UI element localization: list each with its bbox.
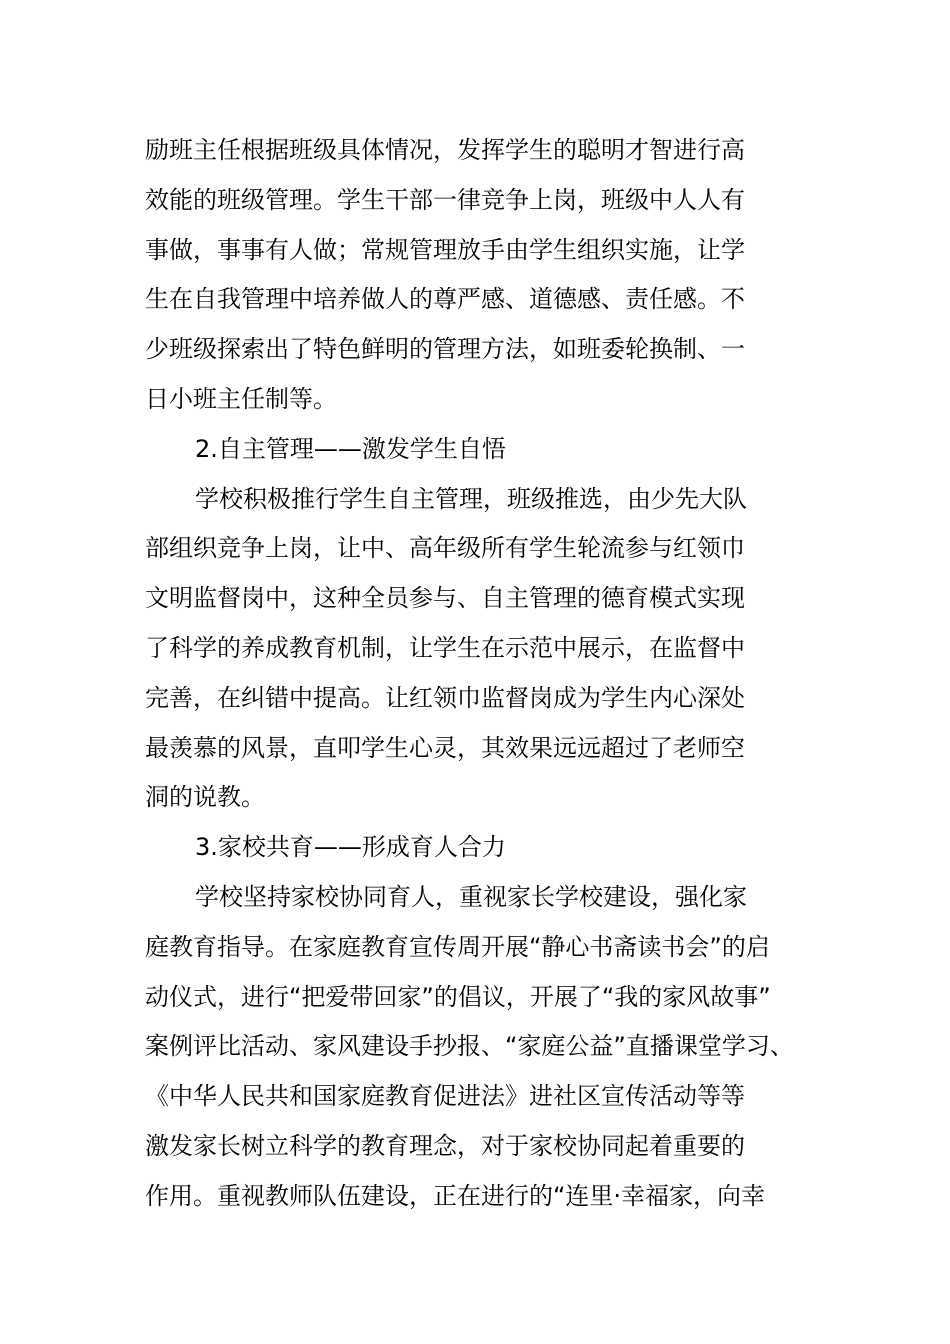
paragraph-line: 励班主任根据班级具体情况，发挥学生的聪明才智进行高 [145,136,745,164]
paragraph-line: 动仪式，进行“把爱带回家”的倡议，开展了“我的家风故事” [145,982,771,1011]
paragraph-line: 学校积极推行学生自主管理，班级推选，由少先大队 [195,484,747,513]
paragraph-line: 生在自我管理中培养做人的尊严感、道德感、责任感。不 [145,285,745,314]
paragraph-line: 少班级探索出了特色鲜明的管理方法，如班委轮换制、一 [145,335,745,364]
section-heading: 3.家校共育——形成育人合力 [195,833,506,862]
paragraph-line: 庭教育指导。在家庭教育宣传周开展“静心书斋读书会”的启 [145,932,770,961]
section-heading: 2.自主管理——激发学生自悟 [195,434,506,463]
paragraph-line: 洞的说教。 [145,783,265,812]
paragraph-line: 《中华人民共和国家庭教育促进法》进社区宣传活动等等 [145,1082,745,1111]
paragraph-line: 事做，事事有人做；常规管理放手由学生组织实施，让学 [145,235,745,264]
paragraph-line: 文明监督岗中，这种全员参与、自主管理的德育模式实现 [145,584,745,613]
paragraph-line: 了科学的养成教育机制，让学生在示范中展示，在监督中 [145,633,745,662]
paragraph-line: 效能的班级管理。学生干部一律竞争上岗，班级中人人有 [145,185,745,214]
document-body [145,126,825,1222]
paragraph-line: 最羡慕的风景，直叩学生心灵，其效果远远超过了老师空 [145,733,745,762]
paragraph-line: 部组织竞争上岗，让中、高年级所有学生轮流参与红领巾 [145,534,745,563]
paragraph-line: 完善，在纠错中提高。让红领巾监督岗成为学生内心深处 [145,683,745,712]
paragraph-line: 日小班主任制等。 [145,384,337,413]
paragraph-line: 作用。重视教师队伍建设，正在进行的“连里·幸福家，向幸 [145,1181,766,1210]
paragraph-line: 案例评比活动、家风建设手抄报、“家庭公益”直播课堂学习、 [145,1032,794,1061]
paragraph-line: 激发家长树立科学的教育理念，对于家校协同起着重要的 [145,1131,745,1160]
paragraph-line: 学校坚持家校协同育人，重视家长学校建设，强化家 [195,882,747,911]
